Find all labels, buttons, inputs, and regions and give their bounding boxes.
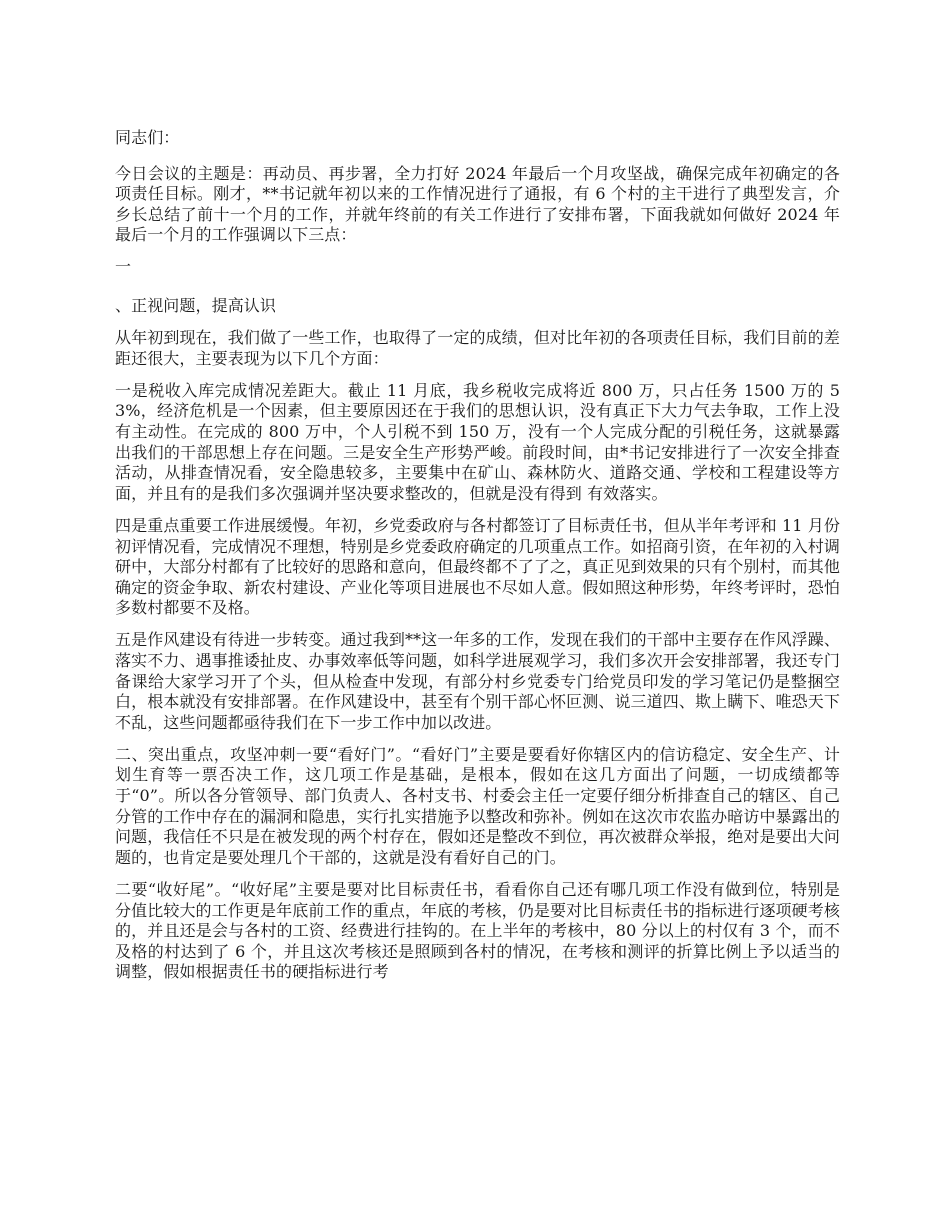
section-one-heading: 、正视问题，提高认识 — [115, 296, 277, 316]
paragraph-tax-revenue: 一是税收入库完成情况差距大。截止 11 月底，我乡税收完成将近 800 万，只占任务 1500 万的 53%，经济危机是一个因素，但主要原因还在于我们的思想认识，没有真正下大力气去争取，工作上没有主动性。在完成的 800 万中，个人引税不到 150 万，没有一个人完成分配的引税任务，这就暴露出我们的干部思想上存在问题。三是安全生产形势严峻。前段时间，由*书记安排进行了一次安全排查活动，从排查情况看，安全隐患较多，主要集中在矿山、森林防火、道路交通、学校和工程建设等方面，并且有的是我们多次强调并坚决要求整改的，但就是没有得到 有效落实。 — [115, 380, 840, 503]
paragraph-finish-well: 二要“收好尾”。“收好尾”主要是要对比目标责任书，看看你自己还有哪几项工作没有做到位，特别是分值比较大的工作更是年底前工作的重点，年底的考核，仍是要对比目标责任书的指标进行逐项硬考核的，并且还是会与各村的工资、经费进行挂钩的。在上半年的考核中，80 分以上的村仅有 3 个，而不及格的村达到了 6 个，并且这次考核还是照顾到各村的情况，在考核和测评的折算比例上予以适当的调整，假如根据责任书的硬指标进行考 — [115, 879, 840, 982]
greeting: 同志们： — [115, 128, 180, 147]
paragraph-guard-the-gate: 二、突出重点，攻坚冲刺一要“看好门”。“看好门”主要是要看好你辖区内的信访稳定、安全生产、计划生育等一票否决工作，这几项工作是基础，是根本，假如在这几方面出了问题，一切成绩都等于“0”。所以各分管领导、部门负责人、各村支书、村委会主任一定要仔细分析排查自己的辖区、自己分管的工作中存在的漏洞和隐患，实行扎实措施予以整改和弥补。例如在这次市农监办暗访中暴露出的问题，我信任不只是在被发现的两个村存在，假如还是整改不到位，再次被群众举报，绝对是要出大问题的，也肯定是要处理几个干部的，这就是没有看好自己的门。 — [115, 744, 840, 867]
section-one-numeral: 一 — [115, 257, 132, 277]
paragraph-progress-overview: 从年初到现在，我们做了一些工作，也取得了一定的成绩，但对比年初的各项责任目标，我们目前的差距还很大，主要表现为以下几个方面： — [115, 328, 840, 368]
document-body — [115, 128, 840, 994]
paragraph-key-work-progress: 四是重点重要工作进展缓慢。年初，乡党委政府与各村都签订了目标责任书，但从半年考评和 11 月份初评情况看，完成情况不理想，特别是乡党委政府确定的几项重点工作。如招商引资，在年初的入村调研中，大部分村都有了比较好的思路和意向，但最终都不了了之，真正见到效果的只有个别村，而其他确定的资金争取、新农村建设、产业化等项目进展也不尽如人意。假如照这种形势，年终考评时，恐怕多数村都要不及格。 — [115, 515, 840, 618]
paragraph-work-style: 五是作风建设有待进一步转变。通过我到**这一年多的工作，发现在我们的干部中主要存在作风浮躁、落实不力、遇事推诿扯皮、办事效率低等问题，如科学进展观学习，我们多次开会安排部署，我还专门备课给大家学习开了个头，但从检查中发现，有部分村乡党委专门给党员印发的学习笔记仍是整捆空白，根本就没有安排部署。在作风建设中，甚至有个别干部心怀叵测、说三道四、欺上瞒下、唯恐天下不乱，这些问题都亟待我们在下一步工作中加以改进。 — [115, 630, 840, 732]
paragraph-intro: 今日会议的主题是：再动员、再步署，全力打好 2024 年最后一个月攻坚战，确保完成年初确定的各项责任目标。刚才，**书记就年初以来的工作情况进行了通报，有 6 个村的主干进行了典型发言，介乡长总结了前十一个月的工作，并就年终前的有关工作进行了安排布署，下面我就如何做好 2024 年最后一个月的工作强调以下三点： — [115, 163, 840, 245]
